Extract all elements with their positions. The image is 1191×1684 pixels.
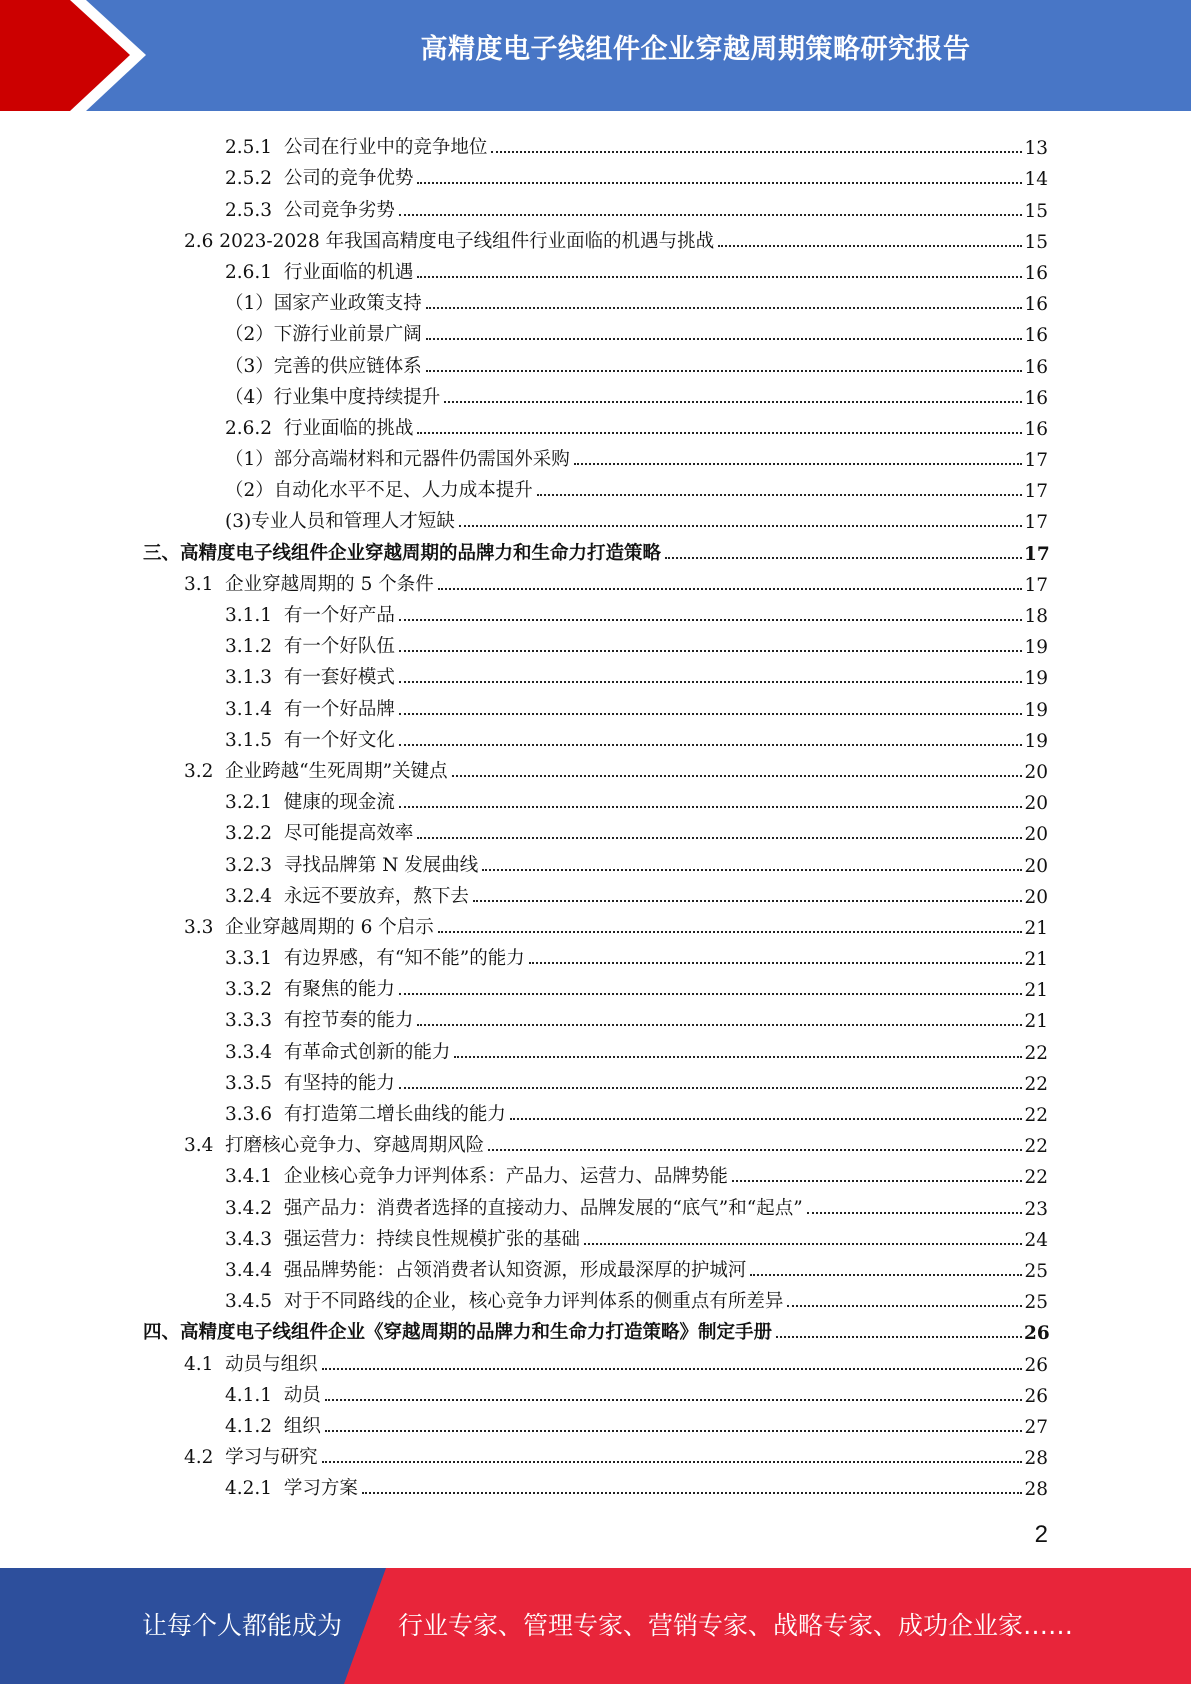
toc-entry-title: 2.5.3 公司竞争劣势 — [225, 199, 395, 221]
toc-leader-dots — [399, 680, 1022, 683]
toc-entry-title: 3.4 打磨核心竞争力、穿越周期风险 — [184, 1135, 485, 1157]
toc-leader-dots — [322, 1367, 1022, 1370]
toc-leader-dots — [807, 1211, 1022, 1214]
toc-entry-page: 28 — [1024, 1448, 1048, 1470]
toc-entry[interactable] — [0, 596, 1191, 627]
toc-entry[interactable] — [0, 565, 1191, 596]
page-footer — [0, 1568, 1191, 1684]
toc-entry[interactable] — [0, 128, 1191, 159]
toc-entry[interactable] — [0, 1282, 1191, 1313]
toc-entry-page: 23 — [1024, 1198, 1048, 1220]
toc-entry[interactable] — [0, 1188, 1191, 1219]
toc-entry-title: 3.2.1 健康的现金流 — [225, 792, 395, 814]
toc-entry-title: 3.1.4 有一个好品牌 — [225, 698, 395, 720]
page-number: 2 — [1034, 1521, 1048, 1548]
toc-entry-page: 20 — [1024, 761, 1048, 783]
toc-entry-title: 2.5.1 公司在行业中的竞争地位 — [225, 137, 488, 159]
page-header — [0, 0, 1191, 111]
toc-leader-dots — [438, 587, 1022, 590]
toc-entry-title: 3.3.5 有坚持的能力 — [225, 1072, 395, 1094]
toc-entry-page: 26 — [1024, 1323, 1050, 1345]
toc-leader-dots — [584, 1242, 1022, 1245]
toc-entry[interactable] — [0, 1313, 1191, 1344]
toc-entry-page: 21 — [1024, 917, 1048, 939]
toc-leader-dots — [510, 1117, 1022, 1120]
toc-entry-title: 3.1.3 有一套好模式 — [225, 667, 395, 689]
footer-slogan-left: 让每个人都能成为 — [142, 1611, 343, 1640]
toc-entry-title: 2.6.2 行业面临的挑战 — [225, 417, 414, 439]
toc-leader-dots — [482, 868, 1022, 871]
toc-leader-dots — [454, 1055, 1022, 1058]
toc-leader-dots — [438, 930, 1022, 933]
toc-entry-title: 3.2.3 寻找品牌第 N 发展曲线 — [225, 854, 479, 876]
toc-entry-page: 22 — [1024, 1073, 1048, 1095]
toc-entry-title: 3.1.2 有一个好队伍 — [225, 636, 395, 658]
toc-entry[interactable] — [0, 471, 1191, 502]
toc-entry-title: （1）国家产业政策支持 — [225, 293, 422, 315]
toc-entry-page: 20 — [1024, 793, 1048, 815]
toc-entry[interactable] — [0, 346, 1191, 377]
toc-leader-dots — [537, 493, 1022, 496]
toc-entry[interactable] — [0, 502, 1191, 533]
toc-leader-dots — [417, 836, 1022, 839]
toc-leader-dots — [665, 556, 1022, 559]
toc-entry[interactable] — [0, 190, 1191, 221]
toc-entry-page: 17 — [1024, 481, 1048, 503]
toc-leader-dots — [417, 275, 1022, 278]
toc-entry-title: (3)专业人员和管理人才短缺 — [225, 511, 455, 533]
toc-entry-page: 17 — [1024, 574, 1048, 596]
toc-entry-page: 22 — [1024, 1167, 1048, 1189]
toc-leader-dots — [732, 1179, 1022, 1182]
toc-entry[interactable] — [0, 1407, 1191, 1438]
toc-entry[interactable] — [0, 1438, 1191, 1469]
toc-leader-dots — [444, 400, 1022, 403]
toc-entry[interactable] — [0, 752, 1191, 783]
toc-leader-dots — [399, 743, 1022, 746]
toc-entry[interactable] — [0, 1344, 1191, 1375]
toc-leader-dots — [362, 1491, 1022, 1494]
toc-leader-dots — [750, 1273, 1022, 1276]
toc-entry-page: 19 — [1024, 668, 1048, 690]
toc-entry[interactable] — [0, 970, 1191, 1001]
toc-entry[interactable] — [0, 253, 1191, 284]
toc-entry-title: 3.2.2 尽可能提高效率 — [225, 823, 414, 845]
toc-entry[interactable] — [0, 1095, 1191, 1126]
toc-entry-title: （3）完善的供应链体系 — [225, 355, 422, 377]
toc-entry-title: （1）部分高端材料和元器件仍需国外采购 — [225, 449, 570, 471]
toc-entry-page: 26 — [1024, 1385, 1048, 1407]
toc-entry-page: 16 — [1024, 294, 1048, 316]
toc-entry-title: 3.2 企业跨越“生死周期”关键点 — [184, 760, 448, 782]
toc-entry-page: 22 — [1024, 1042, 1048, 1064]
toc-entry[interactable] — [0, 939, 1191, 970]
toc-entry-title: 3.4.1 企业核心竞争力评判体系：产品力、运营力、品牌势能 — [225, 1166, 728, 1188]
toc-entry-page: 20 — [1024, 824, 1048, 846]
report-title: 高精度电子线组件企业穿越周期策略研究报告 — [420, 34, 971, 65]
toc-entry-page: 21 — [1024, 1011, 1048, 1033]
toc-entry-page: 15 — [1024, 200, 1048, 222]
toc-entry[interactable] — [0, 222, 1191, 253]
toc-entry-page: 25 — [1024, 1292, 1048, 1314]
toc-entry[interactable] — [0, 1220, 1191, 1251]
toc-entry-page: 20 — [1024, 886, 1048, 908]
toc-leader-dots — [322, 1460, 1022, 1463]
toc-entry[interactable] — [0, 284, 1191, 315]
toc-entry[interactable] — [0, 721, 1191, 752]
toc-entry-title: 4.1 动员与组织 — [184, 1353, 318, 1375]
toc-entry[interactable] — [0, 1126, 1191, 1157]
toc-entry-page: 21 — [1024, 980, 1048, 1002]
toc-entry-title: 4.2 学习与研究 — [184, 1447, 318, 1469]
toc-leader-dots — [399, 805, 1022, 808]
toc-entry-page: 14 — [1024, 169, 1048, 191]
toc-entry[interactable] — [0, 159, 1191, 190]
toc-entry[interactable] — [0, 1376, 1191, 1407]
toc-entry[interactable] — [0, 627, 1191, 658]
toc-entry-title: 3.3.1 有边界感，有“知不能”的能力 — [225, 948, 525, 970]
toc-entry-title: 4.1.1 动员 — [225, 1384, 321, 1406]
toc-entry-title: 三、高精度电子线组件企业穿越周期的品牌力和生命力打造策略 — [143, 542, 662, 564]
toc-entry-page: 22 — [1024, 1136, 1048, 1158]
toc-entry-page: 25 — [1024, 1260, 1048, 1282]
toc-entry-title: （4）行业集中度持续提升 — [225, 386, 441, 408]
toc-entry[interactable] — [0, 845, 1191, 876]
toc-entry-page: 17 — [1024, 512, 1048, 534]
toc-entry-page: 20 — [1024, 855, 1048, 877]
toc-leader-dots — [426, 369, 1022, 372]
toc-entry-title: 3.3.3 有控节奏的能力 — [225, 1010, 414, 1032]
toc-entry-page: 19 — [1024, 730, 1048, 752]
toc-entry-title: 4.2.1 学习方案 — [225, 1478, 358, 1500]
toc-entry-title: 2.5.2 公司的竞争优势 — [225, 168, 414, 190]
toc-entry[interactable] — [0, 1032, 1191, 1063]
toc-entry-page: 16 — [1024, 356, 1048, 378]
toc-entry-title: 3.1.5 有一个好文化 — [225, 729, 395, 751]
toc-entry-title: 3.1.1 有一个好产品 — [225, 605, 395, 626]
toc-entry[interactable] — [0, 689, 1191, 720]
toc-leader-dots — [417, 431, 1022, 434]
toc-entry[interactable] — [0, 1064, 1191, 1095]
toc-entry[interactable] — [0, 378, 1191, 409]
header-chevron-decoration — [0, 0, 150, 111]
toc-leader-dots — [399, 992, 1022, 995]
toc-leader-dots — [529, 961, 1022, 964]
toc-entry-page: 16 — [1024, 387, 1048, 409]
toc-entry[interactable] — [0, 908, 1191, 939]
toc-entry-page: 26 — [1024, 1354, 1048, 1376]
toc-leader-dots — [325, 1429, 1022, 1432]
toc-leader-dots — [488, 1148, 1022, 1151]
toc-leader-dots — [426, 306, 1022, 309]
toc-entry-title: 3.3.6 有打造第二增长曲线的能力 — [225, 1104, 506, 1125]
toc-entry-page: 17 — [1024, 543, 1050, 565]
toc-entry[interactable] — [0, 409, 1191, 440]
toc-leader-dots — [399, 618, 1022, 621]
toc-entry-title: 4.1.2 组织 — [225, 1415, 321, 1437]
toc-entry-title: 3.1 企业穿越周期的 5 个条件 — [184, 573, 434, 595]
toc-entry-page: 16 — [1024, 325, 1048, 347]
toc-entry[interactable] — [0, 440, 1191, 471]
toc-leader-dots — [417, 181, 1022, 184]
toc-entry-title: 3.4.2 强产品力：消费者选择的直接动力、品牌发展的“底气”和“起点” — [225, 1197, 803, 1219]
toc-entry-page: 17 — [1024, 450, 1048, 472]
toc-leader-dots — [399, 1086, 1022, 1089]
toc-entry[interactable] — [0, 1157, 1191, 1188]
toc-entry-page: 16 — [1024, 418, 1048, 440]
toc-leader-dots — [426, 337, 1022, 340]
toc-leader-dots — [417, 1023, 1022, 1026]
toc-entry-page: 19 — [1024, 699, 1048, 721]
toc-leader-dots — [399, 649, 1022, 652]
toc-leader-dots — [325, 1398, 1022, 1401]
toc-entry[interactable] — [0, 315, 1191, 346]
toc-leader-dots — [574, 462, 1022, 465]
toc-entry-page: 27 — [1024, 1416, 1048, 1438]
toc-entry[interactable] — [0, 1001, 1191, 1032]
toc-entry[interactable] — [0, 658, 1191, 689]
toc-entry-page: 18 — [1024, 606, 1048, 627]
toc-entry-title: 3.4.3 强运营力：持续良性规模扩张的基础 — [225, 1228, 580, 1250]
toc-entry[interactable] — [0, 533, 1191, 564]
toc-entry-title: 2.6 2023-2028 年我国高精度电子线组件行业面临的机遇与挑战 — [184, 230, 715, 252]
toc-entry-page: 19 — [1024, 637, 1048, 659]
toc-leader-dots — [399, 712, 1022, 715]
toc-entry-page: 21 — [1024, 949, 1048, 971]
toc-entry-page: 15 — [1024, 231, 1048, 253]
toc-leader-dots — [787, 1304, 1022, 1307]
toc-entry-title: 3.3.4 有革命式创新的能力 — [225, 1041, 451, 1063]
toc-leader-dots — [718, 244, 1022, 247]
toc-entry-page: 28 — [1024, 1479, 1048, 1501]
toc-leader-dots — [491, 150, 1022, 153]
footer-slogan-right: 行业专家、管理专家、营销专家、战略专家、成功企业家…… — [398, 1611, 1074, 1640]
toc-entry[interactable] — [0, 783, 1191, 814]
table-of-contents — [0, 128, 1191, 1500]
toc-leader-dots — [399, 213, 1022, 216]
toc-entry-page: 13 — [1024, 138, 1048, 160]
toc-entry-title: 3.4.4 强品牌势能：占领消费者认知资源，形成最深厚的护城河 — [225, 1259, 747, 1281]
toc-entry-title: 2.6.1 行业面临的机遇 — [225, 261, 414, 283]
toc-leader-dots — [473, 899, 1022, 902]
toc-entry-title: 四、高精度电子线组件企业《穿越周期的品牌力和生命力打造策略》制定手册 — [143, 1322, 773, 1344]
toc-entry[interactable] — [0, 814, 1191, 845]
toc-entry-title: 3.4.5 对于不同路线的企业，核心竞争力评判体系的侧重点有所差异 — [225, 1291, 784, 1313]
toc-leader-dots — [452, 774, 1022, 777]
toc-leader-dots — [776, 1335, 1022, 1338]
toc-entry[interactable] — [0, 1251, 1191, 1282]
toc-entry-title: 3.3.2 有聚焦的能力 — [225, 979, 395, 1001]
toc-entry[interactable] — [0, 1469, 1191, 1500]
toc-entry-title: （2）自动化水平不足、人力成本提升 — [225, 480, 533, 502]
toc-entry[interactable] — [0, 877, 1191, 908]
toc-entry-page: 16 — [1024, 262, 1048, 284]
toc-entry-page: 24 — [1024, 1229, 1048, 1251]
toc-entry-title: 3.2.4 永远不要放弃，熬下去 — [225, 885, 469, 907]
toc-entry-page: 22 — [1024, 1105, 1048, 1126]
toc-entry-title: （2）下游行业前景广阔 — [225, 324, 422, 346]
toc-entry-title: 3.3 企业穿越周期的 6 个启示 — [184, 916, 434, 938]
toc-leader-dots — [459, 524, 1022, 527]
